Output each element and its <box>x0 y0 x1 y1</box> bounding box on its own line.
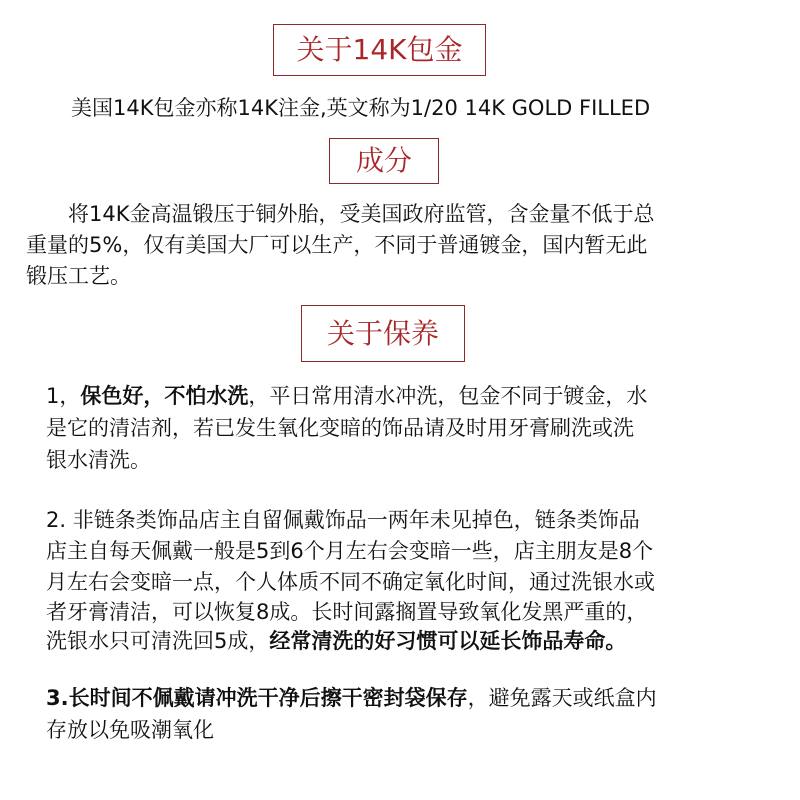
composition-line-1: 将14K金高温锻压于铜外胎，受美国政府监管，含金量不低于总 <box>68 202 655 226</box>
care-item-2-line-3: 月左右会变暗一点，个人体质不同不确定氧化时间，通过洗银水或 <box>46 570 655 594</box>
care-item-1-rest: ，平日常用清水冲洗，包金不同于镀金，水 <box>248 384 648 408</box>
section-title-text: 关于14K包金 <box>296 33 463 66</box>
care-item-1-bold: 保色好，不怕水洗 <box>80 384 249 408</box>
care-item-2-line-4: 者牙膏清洁，可以恢复8成。长时间露搁置导致氧化发黑严重的， <box>46 600 648 624</box>
care-item-2-plain: 洗银水只可清洗回5成， <box>46 629 270 653</box>
care-item-1-line-2: 是它的清洁剂，若已发生氧化变暗的饰品请及时用牙膏刷洗或洗 <box>46 416 634 440</box>
care-item-2-line-2: 店主自每天佩戴一般是5到6个月左右会变暗一些，店主朋友是8个 <box>46 539 654 563</box>
section-title-care <box>301 305 465 362</box>
section-title-composition <box>329 138 439 184</box>
care-item-1-line-1 <box>46 382 647 410</box>
care-item-2-line-5 <box>46 627 626 655</box>
care-item-3-rest: ，避免露天或纸盒内 <box>467 686 657 710</box>
section-title-about-gold-filled <box>273 24 486 76</box>
care-item-1-line-3: 银水清洗。 <box>46 448 151 472</box>
care-item-1-number: 1， <box>46 384 81 408</box>
composition-line-2: 重量的5%，仅有美国大厂可以生产，不同于普通镀金，国内暂无此 <box>26 233 648 257</box>
composition-line-3: 锻压工艺。 <box>26 264 131 288</box>
care-item-3-line-1 <box>46 684 657 712</box>
care-item-3-bold: 3.长时间不佩戴请冲洗干净后擦干密封袋保存 <box>46 686 468 710</box>
section-title-text: 成分 <box>355 144 412 177</box>
care-item-2-bold: 经常清洗的好习惯可以延长饰品寿命。 <box>269 629 627 653</box>
care-item-2-line-1: 2. 非链条类饰品店主自留佩戴饰品一两年未见掉色，链条类饰品 <box>46 508 640 532</box>
intro-text: 美国14K包金亦称14K注金,英文称为1/20 14K GOLD FILLED <box>71 96 651 120</box>
section-title-text: 关于保养 <box>326 316 439 350</box>
care-item-3-line-2: 存放以免吸潮氧化 <box>46 718 214 742</box>
